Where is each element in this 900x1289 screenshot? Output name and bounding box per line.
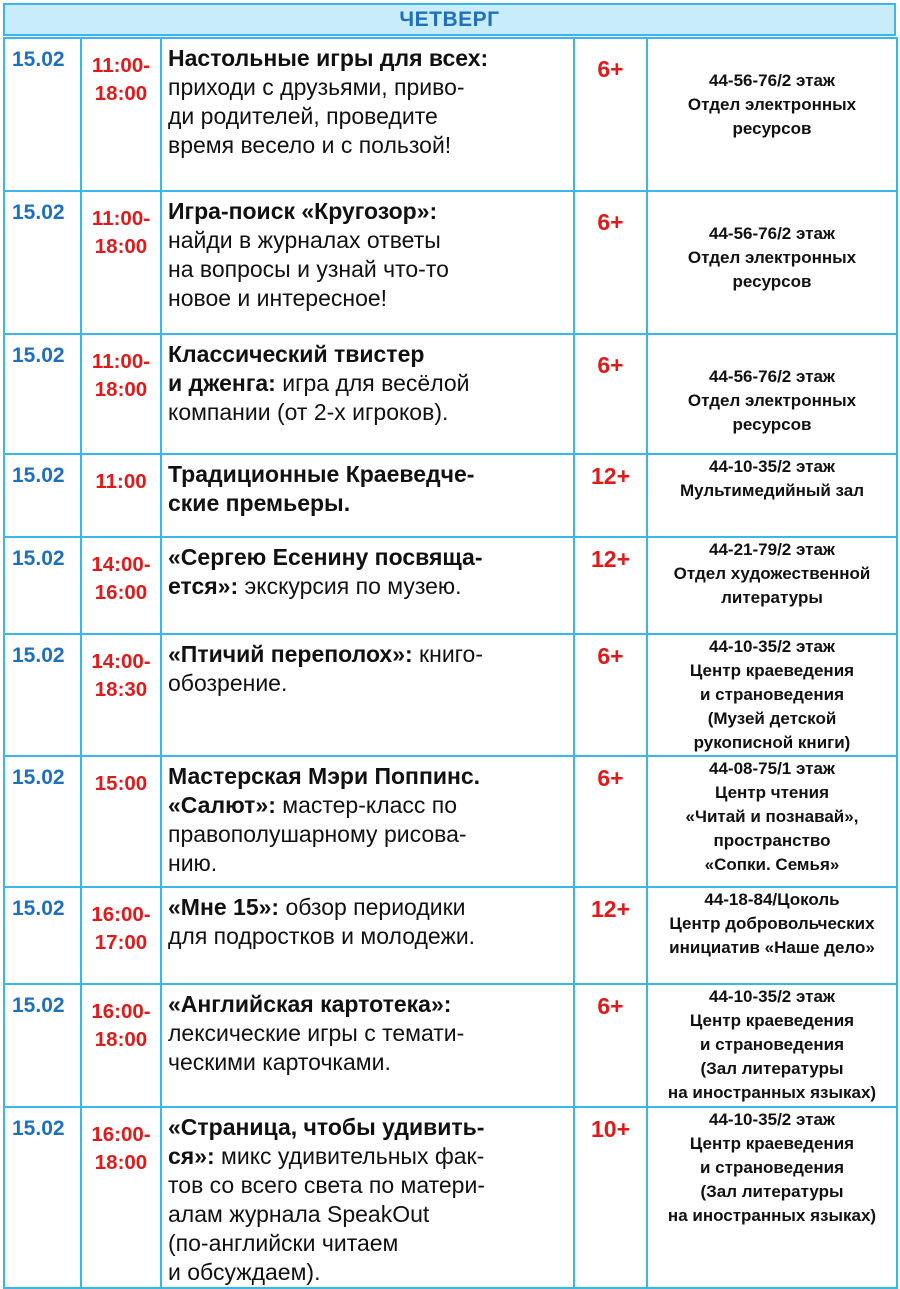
event-title <box>162 39 573 160</box>
age-rating: 10+ <box>590 1116 630 1142</box>
event-date: 15.02 <box>12 1117 65 1140</box>
age-rating: 6+ <box>597 352 624 378</box>
event-date: 15.02 <box>12 644 65 667</box>
event-title <box>162 985 573 1077</box>
event-date: 15.02 <box>12 48 65 71</box>
event-time: 11:00- 18:00 <box>91 207 151 258</box>
age-rating: 6+ <box>597 765 624 791</box>
event-title-bold: Традиционные Краеведче- ские премьеры. <box>168 461 475 516</box>
event-time: 16:00- 18:00 <box>91 1123 151 1174</box>
event-title-bold: Настольные игры для всех: <box>168 45 489 71</box>
event-title-bold: «Птичий переполох»: <box>168 641 413 667</box>
event-time: 16:00- 17:00 <box>91 903 151 954</box>
event-location: 44-18-84/Цоколь Центр добровольческих инициатив «Наше дело» <box>669 890 875 957</box>
table-row <box>4 38 897 191</box>
event-description: мастер-класс по правополушарному рисова- нию. <box>168 792 467 876</box>
event-title <box>162 455 573 518</box>
table-row <box>4 756 897 887</box>
age-rating: 6+ <box>597 643 624 669</box>
event-location: 44-10-35/2 этаж Центр краеведения и страноведения (Зал литературы на иностранных языках) <box>667 987 877 1102</box>
table-row <box>4 634 897 756</box>
age-rating: 6+ <box>597 209 624 235</box>
event-title <box>162 757 573 878</box>
event-description: микс удивительных фак- тов со всего света по матери- алам журнала SpeakOut (по-английски читаем и обсуждаем). <box>168 1143 485 1285</box>
table-row <box>4 334 897 454</box>
event-time: 15:00 <box>94 772 148 795</box>
event-date: 15.02 <box>12 201 65 224</box>
event-date: 15.02 <box>12 897 65 920</box>
event-title <box>162 635 573 698</box>
table-row <box>4 984 897 1107</box>
event-description: найди в журналах ответы на вопросы и узнай что-то новое и интересное! <box>168 227 449 311</box>
event-date: 15.02 <box>12 547 65 570</box>
schedule-table <box>3 37 898 1289</box>
age-rating: 12+ <box>590 546 630 572</box>
table-row <box>4 191 897 334</box>
event-location: 44-10-35/2 этаж Центр краеведения и страноведения (Зал литературы на иностранных языках) <box>667 1110 877 1225</box>
event-title <box>162 335 573 427</box>
event-description: обзор периодики для подростков и молодежи. <box>168 894 476 949</box>
day-header: ЧЕТВЕРГ <box>3 3 896 36</box>
event-date: 15.02 <box>12 766 65 789</box>
event-time: 14:00- 18:30 <box>91 650 151 701</box>
event-description: приходи с друзьями, приво- ди родителей, проведите время весело и с пользой! <box>168 74 465 158</box>
event-time: 11:00 <box>95 470 147 493</box>
event-date: 15.02 <box>12 344 65 367</box>
event-title-bold: «Страница, чтобы удивить- ся»: <box>168 1114 485 1169</box>
table-row <box>4 537 897 634</box>
event-location: 44-10-35/2 этаж Центр краеведения и страноведения (Музей детской рукописной книги) <box>689 637 855 752</box>
event-title <box>162 1108 573 1287</box>
event-location: 44-08-75/1 этаж Центр чтения «Читай и познавай», пространство «Сопки. Семья» <box>685 759 859 874</box>
event-title-bold: Игра-поиск «Кругозор»: <box>168 198 438 224</box>
event-date: 15.02 <box>12 464 65 487</box>
event-time: 11:00- 18:00 <box>91 54 151 105</box>
event-location: 44-21-79/2 этаж Отдел художественной литературы <box>673 540 871 607</box>
event-location: 44-56-76/2 этаж Отдел электронных ресурсов <box>687 224 857 291</box>
age-rating: 6+ <box>597 56 624 82</box>
event-title <box>162 538 573 601</box>
event-description: лексические игры с темати- ческими карточками. <box>168 1020 465 1075</box>
age-rating: 12+ <box>590 463 630 489</box>
event-title <box>162 888 573 951</box>
table-row <box>4 454 897 537</box>
table-row <box>4 887 897 984</box>
event-location: 44-56-76/2 этаж Отдел электронных ресурсов <box>687 367 857 434</box>
age-rating: 6+ <box>597 993 624 1019</box>
event-description: книго- обозрение. <box>168 641 484 696</box>
event-location: 44-56-76/2 этаж Отдел электронных ресурсов <box>687 71 857 138</box>
event-time: 16:00- 18:00 <box>91 1000 151 1051</box>
event-title <box>162 192 573 313</box>
event-title-bold: Классический твистер и дженга: <box>168 341 425 396</box>
event-title-bold: «Мне 15»: <box>168 894 280 920</box>
event-description: игра для весёлой компании (от 2-х игроков). <box>168 370 470 425</box>
event-title-bold: «Английская картотека»: <box>168 991 452 1017</box>
event-title-bold: «Сергею Есенину посвяща- ется»: <box>168 544 483 599</box>
event-location: 44-10-35/2 этаж Мультимедийный зал <box>679 457 865 500</box>
event-time: 11:00- 18:00 <box>91 350 151 401</box>
event-title-bold: Мастерская Мэри Поппинс. «Салют»: <box>168 763 481 818</box>
age-rating: 12+ <box>590 896 630 922</box>
event-time: 14:00- 16:00 <box>91 553 151 604</box>
table-row <box>4 1107 897 1288</box>
event-date: 15.02 <box>12 994 65 1017</box>
event-description: экскурсия по музею. <box>238 573 462 599</box>
